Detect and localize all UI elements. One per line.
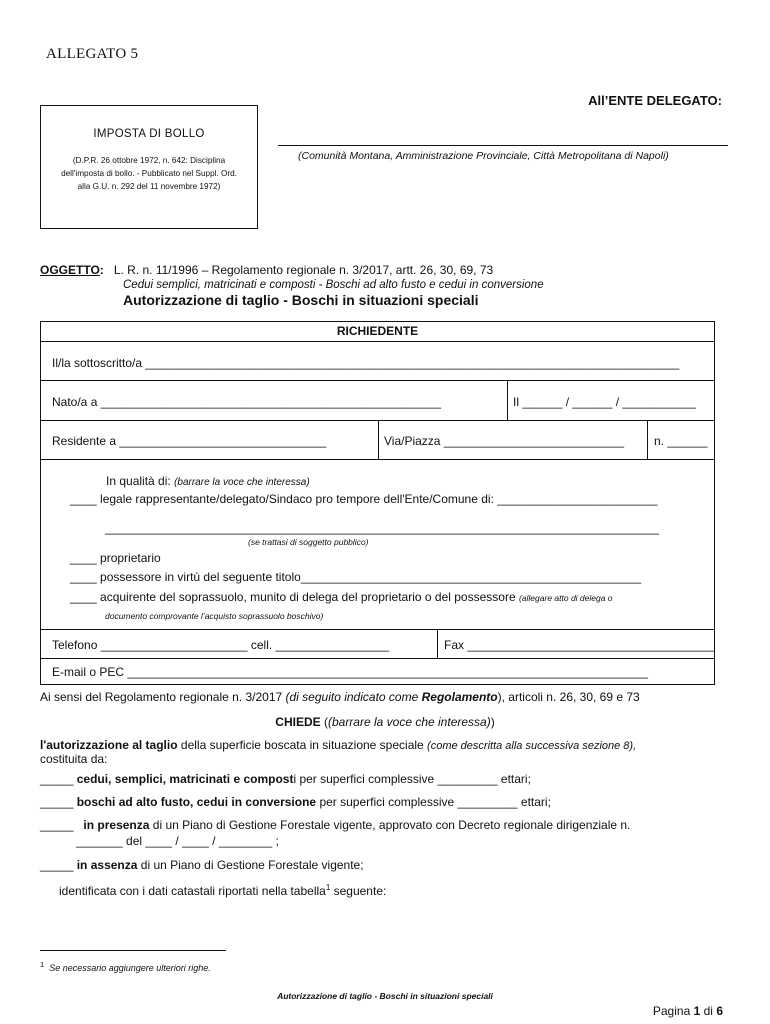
divider	[41, 341, 714, 342]
residente-field[interactable]: Residente a _______________________________	[52, 434, 327, 448]
fax-field[interactable]: Fax _____________________________________	[444, 638, 715, 652]
bollo-subtitle: (D.P.R. 26 ottobre 1972, n. 642: Disciplina dell'imposta di bollo. - Pubblicato nel Suppl. Ord. alla G.U. n. 292 del 11 novembre 1972)	[61, 156, 237, 191]
bollo-title: IMPOSTA DI BOLLO	[93, 128, 205, 140]
chiede-heading: CHIEDE ((barrare la voce che interessa))	[275, 715, 495, 729]
costituita-text: costituita da:	[40, 752, 108, 766]
autorizzazione-paragraph: l'autorizzazione al taglio della superficie boscata in situazione speciale (come descritta alla successiva sezione 8),	[40, 738, 637, 752]
telefono-field[interactable]: Telefono ______________________ cell. _________________	[52, 638, 389, 652]
oggetto-subtitle: Cedui semplici, matricinati e composti - Boschi ad alto fusto e cedui in conversione	[123, 279, 544, 291]
cedui-option[interactable]: _____ cedui, semplici, matricinati e composti per superfici complessive _________ ettari;	[40, 772, 531, 786]
presenza-option[interactable]: _____ in presenza di un Piano di Gestione Forestale vigente, approvato con Decreto regionale dirigenziale n.	[40, 818, 631, 832]
possessore-option[interactable]: ____ possessore in virtù del seguente titolo___________________________________________________	[70, 570, 642, 584]
sottoscritto-field[interactable]: Il/la sottoscritto/a ________________________________________________________________________________	[52, 356, 680, 370]
legale-option[interactable]: ____ legale rappresentante/delegato/Sindaco pro tempore dell'Ente/Comune di: ________________________	[70, 492, 658, 506]
oggetto-label: OGGETTO	[40, 263, 100, 277]
via-field[interactable]: Via/Piazza ___________________________	[384, 434, 625, 448]
oggetto-line: OGGETTO: L. R. n. 11/1996 – Regolamento regionale n. 3/2017, artt. 26, 30, 69, 73	[40, 263, 494, 277]
identificata-text: identificata con i dati catastali riportati nella tabella$^1$ seguente:	[59, 883, 387, 898]
footnote-divider	[40, 950, 226, 951]
data-nascita-field[interactable]: Il ______ / ______ / ___________	[513, 395, 696, 409]
divider	[378, 420, 379, 459]
divider	[41, 380, 714, 381]
numero-field[interactable]: n. ______	[654, 434, 708, 448]
bollo-box	[40, 105, 258, 229]
proprietario-option[interactable]: ____ proprietario	[70, 551, 161, 565]
oggetto-title: Autorizzazione di taglio - Boschi in situazioni speciali	[123, 292, 479, 308]
page-number: Pagina 1 di 6	[652, 1004, 723, 1018]
boschi-option[interactable]: _____ boschi ad alto fusto, cedui in conversione per superfici complessive _________ ettari;	[40, 795, 551, 809]
assenza-option[interactable]: _____ in assenza di un Piano di Gestione Forestale vigente;	[40, 858, 364, 872]
ente-subtitle: (Comunità Montana, Amministrazione Provinciale, Città Metropolitana di Napoli)	[298, 150, 669, 162]
divider	[41, 658, 714, 659]
ente-title: All’ENTE DELEGATO:	[588, 93, 722, 108]
footnote: $^1$ Se necessario aggiungere ulteriori righe.	[40, 960, 211, 973]
allegato-label: ALLEGATO 5	[46, 46, 139, 62]
divider	[647, 420, 648, 459]
oggetto-text: L. R. n. 11/1996 – Regolamento regionale n. 3/2017, artt. 26, 30, 69, 73	[113, 263, 494, 277]
presenza-decreto-line[interactable]: _______ del ____ / ____ / ________ ;	[76, 834, 279, 848]
ai-sensi-paragraph: Ai sensi del Regolamento regionale n. 3/2017 (di seguito indicato come Regolamento), articoli n. 26, 30, 69 e 73	[40, 690, 640, 704]
email-field[interactable]: E-mail o PEC ______________________________________________________________________________	[52, 665, 648, 679]
divider	[437, 629, 438, 658]
ente-comune-line[interactable]: ___________________________________________________________________________________	[105, 521, 659, 535]
divider	[41, 629, 714, 630]
richiedente-header: RICHIEDENTE	[336, 324, 419, 338]
acquirente-note: documento comprovante l’acquisto soprassuolo boschivo)	[105, 611, 324, 621]
ente-signature-line	[278, 145, 728, 146]
divider	[507, 380, 508, 420]
qualita-label: In qualità di: (barrare la voce che interessa)	[106, 474, 310, 488]
richiedente-form	[40, 321, 715, 685]
footer-title: Autorizzazione di taglio - Boschi in situazioni speciali	[277, 991, 493, 1001]
nato-field[interactable]: Nato/a a ___________________________________________________	[52, 395, 442, 409]
acquirente-option[interactable]: ____ acquirente del soprassuolo, munito di delega del proprietario o del possessore (allegare atto di delega o	[70, 590, 613, 604]
divider	[41, 459, 714, 460]
pubblico-note: (se trattasi di soggetto pubblico)	[248, 537, 369, 547]
